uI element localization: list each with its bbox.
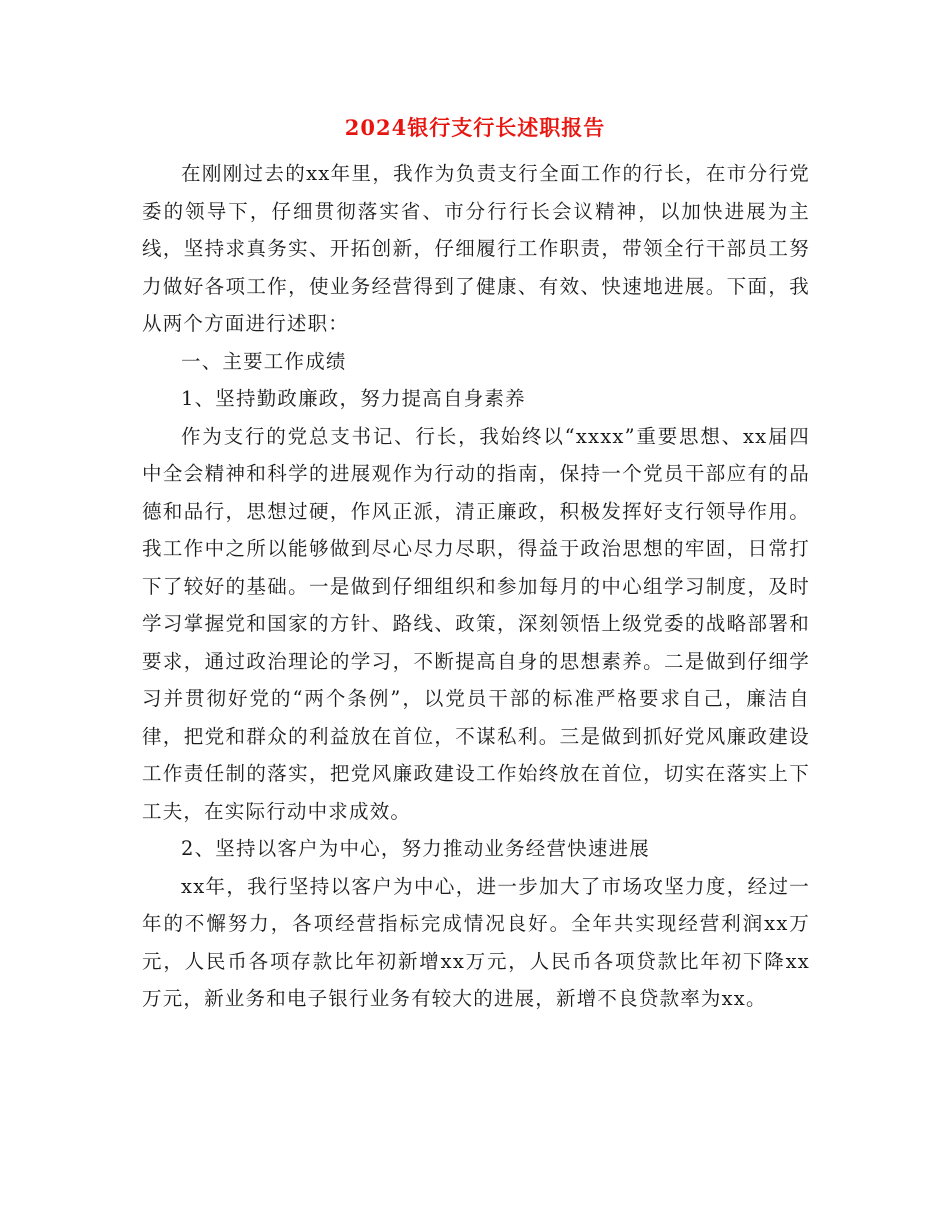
document-title: 2024银行支行长述职报告 [344, 115, 606, 140]
paragraph-business-results: xx年，我行坚持以客户为中心，进一步加大了市场攻坚力度，经过一年的不懈努力，各项经营指标完成情况良好。全年共实现经营利润xx万元，人民币各项存款比年初新增xx万元，人民币各项贷款比年初下降xx万元，新业务和电子银行业务有较大的进展，新增不良贷款率为xx。 [142, 874, 810, 1010]
document-body [142, 155, 810, 1018]
paragraph-integrity: 作为支行的党总支书记、行长，我始终以“xxxx”重要思想、xx届四中全会精神和科学的进展观作为行动的指南，保持一个党员干部应有的品德和品行，思想过硬，作风正派，清正廉政，积极发挥好支行领导作用。我工作中之所以能够做到尽心尽力尽职，得益于政治思想的牢固，日常打下了较好的基础。一是做到仔细组织和参加每月的中心组学习制度，及时学习掌握党和国家的方针、路线、政策，深刻领悟上级党委的战略部署和要求，通过政治理论的学习，不断提高自身的思想素养。二是做到仔细学习并贯彻好党的“两个条例”，以党员干部的标准严格要求自己，廉洁自律，把党和群众的利益放在首位，不谋私利。三是做到抓好党风廉政建设工作责任制的落实，把党风廉政建设工作始终放在首位，切实在落实上下工夫，在实际行动中求成效。 [142, 424, 810, 823]
subheading-integrity: 1、坚持勤政廉政，努力提高自身素养 [181, 387, 526, 410]
heading-main-achievements: 一、主要工作成绩 [181, 349, 347, 373]
subheading-customer-focus: 2、坚持以客户为中心，努力推动业务经营快速进展 [181, 837, 651, 860]
paragraph-intro: 在刚刚过去的xx年里，我作为负责支行全面工作的行长，在市分行党委的领导下，仔细贯彻落实省、市分行行长会议精神，以加快进展为主线，坚持求真务实、开拓创新，仔细履行工作职责，带领全行干部员工努力做好各项工作，使业务经营得到了健康、有效、快速地进展。下面，我从两个方面进行述职： [142, 162, 810, 335]
